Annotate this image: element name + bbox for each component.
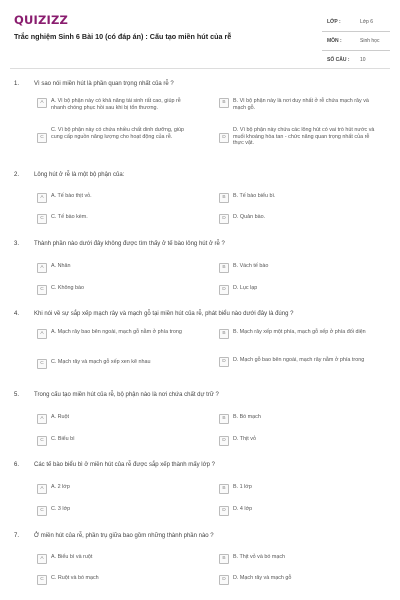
option-letter: C [37, 214, 47, 224]
meta-row-class [322, 13, 390, 32]
option-letter: D [219, 575, 229, 585]
option-text: C. Tế bào kèm. [51, 214, 88, 220]
option-letter: A [37, 98, 47, 108]
question-number: 6. [14, 462, 20, 468]
option-text: C. Biểu bì [51, 436, 75, 442]
meta-key: LỚP : [327, 19, 341, 25]
option-letter: A [37, 554, 47, 564]
option-letter: C [37, 506, 47, 516]
option-text: B. Tế bào biểu bì. [233, 193, 276, 199]
worksheet-title: Trắc nghiệm Sinh 6 Bài 10 (có đáp án) : Cấu tạo miền hút của rễ [14, 32, 232, 41]
option-text: A. Ruột [51, 414, 69, 420]
option-letter: D [219, 506, 229, 516]
meta-table [322, 13, 390, 69]
option-letter: B [219, 554, 229, 564]
option-letter: D [219, 133, 229, 143]
option-text: B. Vì bộ phận này là nơi duy nhất ở rễ chứa mạch rây và mạch gỗ. [233, 98, 369, 111]
option-text: D. Quản bào. [233, 214, 266, 220]
option-text: A. Mạch rây bao bên ngoài, mạch gỗ nằm ở phía trong [51, 329, 182, 335]
question-text: Lông hút ở rễ là một bộ phận của: [34, 172, 125, 178]
option-letter: C [37, 436, 47, 446]
option-letter: A [37, 484, 47, 494]
option-letter: B [219, 263, 229, 273]
option-letter: C [37, 575, 47, 585]
option-letter: A [37, 263, 47, 273]
question-text: Trong cấu tạo miền hút của rễ, bộ phận nào là nơi chứa chất dự trữ ? [34, 392, 219, 398]
question-text: Khi nói về sự sắp xếp mạch rây và mạch gỗ tại miền hút của rễ, phát biểu nào dưới đây là đúng ? [34, 311, 294, 317]
option-text: D. Thịt vỏ [233, 436, 256, 442]
option-letter: B [219, 329, 229, 339]
option-letter: B [219, 98, 229, 108]
option-text: B. 1 lớp [233, 484, 252, 490]
option-text: A. Nhân [51, 263, 71, 269]
option-text: C. 3 lớp [51, 506, 71, 512]
option-letter: C [37, 285, 47, 295]
question-text: Các tế bào biểu bì ở miền hút của rễ được sắp xếp thành mấy lớp ? [34, 462, 215, 468]
option-letter: D [219, 214, 229, 224]
option-text: C. Không bào [51, 285, 84, 291]
option-letter: D [219, 436, 229, 446]
option-text: C. Vì bộ phận này có chứa nhiều chất dinh dưỡng, giúp cung cấp nguồn năng lượng cho hoạt động của rễ. [51, 127, 185, 140]
option-text: B. Vách tế bào [233, 263, 269, 269]
option-text: A. Biểu bì và ruột [51, 554, 93, 560]
meta-value: 10 [360, 57, 366, 63]
meta-value: Sinh học [360, 38, 380, 44]
question-number: 1. [14, 81, 20, 87]
question-text: Ở miền hút của rễ, phần trụ giữa bao gồm những thành phần nào ? [34, 533, 214, 539]
option-text: C. Ruột và bó mạch [51, 575, 99, 581]
question-number: 3. [14, 241, 20, 247]
option-text: D. 4 lớp [233, 506, 253, 512]
option-letter: B [219, 193, 229, 203]
option-letter: C [37, 359, 47, 369]
option-text: A. Tế bào thịt vỏ. [51, 193, 92, 199]
option-letter: A [37, 193, 47, 203]
option-text: D. Lục lạp [233, 285, 258, 291]
option-text: B. Bó mạch [233, 414, 261, 420]
option-letter: C [37, 133, 47, 143]
option-letter: B [219, 414, 229, 424]
option-text: D. Mạch rây và mạch gỗ [233, 575, 292, 581]
option-text: C. Mạch rây và mạch gỗ xếp xen kẽ nhau [51, 359, 151, 365]
option-letter: B [219, 484, 229, 494]
question-number: 5. [14, 392, 20, 398]
header-divider [10, 68, 390, 69]
option-text: D. Mạch gỗ bao bên ngoài, mạch rây nằm ở phía trong [233, 357, 365, 363]
option-letter: D [219, 285, 229, 295]
meta-row-count [322, 51, 390, 69]
question-text: Thành phần nào dưới đây không được tìm thấy ở tế bào lông hút ở rễ ? [34, 241, 225, 247]
question-number: 2. [14, 172, 20, 178]
option-text: B. Mạch rây xếp một phía, mạch gỗ xếp ở phía đối diện [233, 329, 366, 335]
option-text: A. 2 lớp [51, 484, 70, 490]
meta-key: MÔN : [327, 38, 342, 44]
option-letter: A [37, 329, 47, 339]
option-letter: D [219, 357, 229, 367]
quizizz-logo: QUIZIZZ [14, 13, 69, 27]
question-text: Vì sao nói miền hút là phần quan trọng nhất của rễ ? [34, 81, 174, 87]
meta-key: SỐ CÂU : [327, 57, 350, 63]
option-text: B. Thịt vỏ và bó mạch [233, 554, 286, 560]
option-text: A. Vì bộ phận này có khả năng tái sinh rất cao, giúp rễ nhanh chóng phục hồi sau khi bị tổn thương. [51, 98, 181, 111]
meta-value: Lớp 6 [360, 19, 374, 25]
question-number: 7. [14, 533, 20, 539]
option-text: D. Vì bộ phận này chứa các lông hút có vai trò hút nước và muối khoáng hòa tan - chức năng quan trọng nhất của rễ thực vật. [233, 127, 375, 147]
meta-row-subject [322, 32, 390, 51]
question-number: 4. [14, 311, 20, 317]
option-letter: A [37, 414, 47, 424]
